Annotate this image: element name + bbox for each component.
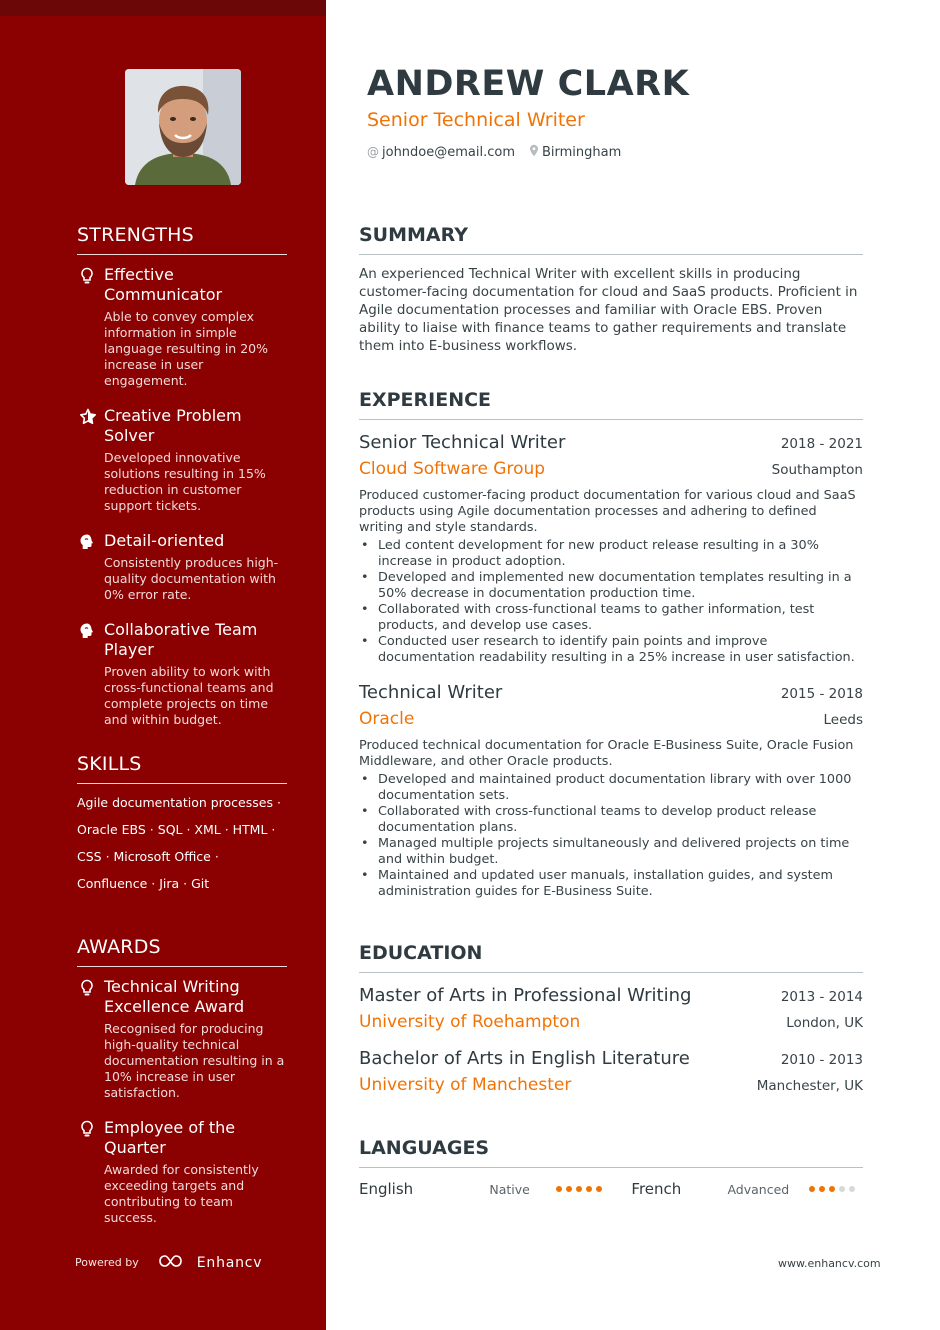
email[interactable]: johndoe@email.com xyxy=(382,144,515,160)
profile-photo xyxy=(125,69,241,185)
job-description: Produced technical documentation for Oracle E-Business Suite, Oracle Fusion Middleware, and other Oracle products. xyxy=(359,738,854,769)
education-dates: 2013 - 2014 xyxy=(780,989,863,1005)
footer-url[interactable]: www.enhancv.com xyxy=(778,1257,881,1270)
bullet-item: • Developed and implemented new documentation templates resulting in a 50% decrease in documentation production time. xyxy=(359,570,863,602)
strength-title: Detail-oriented xyxy=(104,531,225,550)
brand-name[interactable]: Enhancv xyxy=(196,1254,263,1271)
skill-row: Oracle EBS · SQL · XML · HTML · xyxy=(77,822,276,837)
job-company: Cloud Software Group xyxy=(359,459,546,479)
skill-row: Agile documentation processes · xyxy=(77,795,281,810)
strength-item xyxy=(77,531,287,603)
skills-section xyxy=(77,753,287,892)
powered-label: Powered by xyxy=(75,1256,139,1269)
job-dates: 2015 - 2018 xyxy=(780,686,863,702)
brain-icon xyxy=(79,622,95,640)
strength-desc: Proven ability to work with cross-functional teams and complete projects on time and within budget. xyxy=(104,664,274,727)
education-title: EDUCATION xyxy=(359,942,863,973)
summary-text: An experienced Technical Writer with excellent skills in producing customer-facing documentation for cloud and SaaS products. Proficient in Agile documentation processes and familiar with Oracle EBS. Proven ability to liaise with finance teams to gather requirements and translate them into E-business workflows. xyxy=(359,266,858,354)
candidate-role: Senior Technical Writer xyxy=(367,109,585,131)
school: University of Roehampton xyxy=(359,1012,581,1032)
strength-item xyxy=(77,265,287,389)
job-location: Southampton xyxy=(771,462,863,478)
rating-dot-filled xyxy=(576,1186,582,1192)
job-description: Produced customer-facing product documentation for various cloud and SaaS products using Agile documentation processes and adhering to defined writing and style standards. xyxy=(359,488,856,535)
job-entry xyxy=(359,432,863,666)
strengths-section xyxy=(77,224,287,728)
job-dates: 2018 - 2021 xyxy=(780,436,863,452)
skills-title: SKILLS xyxy=(77,753,287,784)
strength-title: Collaborative Team Player xyxy=(104,620,258,659)
summary-section xyxy=(359,224,863,355)
education-dates: 2010 - 2013 xyxy=(780,1052,863,1068)
experience-section xyxy=(359,389,863,900)
award-item xyxy=(77,1118,287,1226)
rating-dot-filled xyxy=(586,1186,592,1192)
strength-title: Creative Problem Solver xyxy=(104,406,242,445)
enhancv-logo-icon xyxy=(157,1253,189,1272)
lightbulb-icon xyxy=(79,1120,95,1138)
award-title: Employee of the Quarter xyxy=(104,1118,236,1157)
strength-item xyxy=(77,620,287,728)
rating-dot-filled xyxy=(819,1186,825,1192)
at-icon: @ xyxy=(367,145,379,159)
language-rating xyxy=(809,1186,863,1192)
language-level: Advanced xyxy=(727,1181,790,1197)
lightbulb-icon xyxy=(79,979,95,997)
bullet-item: • Managed multiple projects simultaneously and delivered projects on time and within budget. xyxy=(359,836,863,868)
sidebar-top-band xyxy=(0,0,326,16)
language-rating xyxy=(556,1186,610,1192)
languages-title: LANGUAGES xyxy=(359,1137,863,1168)
strengths-title: STRENGTHS xyxy=(77,224,287,255)
skill-row: CSS · Microsoft Office · xyxy=(77,849,219,864)
job-bullets xyxy=(359,538,863,666)
job-entry xyxy=(359,682,863,900)
language-name: French xyxy=(631,1180,682,1198)
job-title: Technical Writer xyxy=(359,682,503,703)
bullet-item: • Developed and maintained product documentation library with over 1000 documentation sets. xyxy=(359,772,863,804)
bullet-item: • Collaborated with cross-functional teams to develop product release documentation plans. xyxy=(359,804,863,836)
education-entry xyxy=(359,985,863,1032)
sidebar xyxy=(0,0,326,1330)
education-location: Manchester, UK xyxy=(756,1078,863,1094)
candidate-name: ANDREW CLARK xyxy=(367,64,690,104)
lightbulb-icon xyxy=(79,267,95,285)
education-location: London, UK xyxy=(786,1015,863,1031)
bullet-item: • Conducted user research to identify pain points and improve documentation readability resulting in a 25% increase in user satisfaction. xyxy=(359,634,863,666)
award-item xyxy=(77,977,287,1101)
languages-section xyxy=(359,1137,863,1198)
summary-title: SUMMARY xyxy=(359,224,863,255)
bullet-item: • Collaborated with cross-functional teams to gather information, test products, and develop use cases. xyxy=(359,602,863,634)
experience-title: EXPERIENCE xyxy=(359,389,863,420)
job-title: Senior Technical Writer xyxy=(359,432,566,453)
rating-dot-empty xyxy=(839,1186,845,1192)
rating-dot-filled xyxy=(829,1186,835,1192)
awards-section xyxy=(77,936,287,1226)
language-name: English xyxy=(359,1180,414,1198)
award-title: Technical Writing Excellence Award xyxy=(104,977,245,1016)
rating-dot-filled xyxy=(556,1186,562,1192)
strength-desc: Consistently produces high-quality documentation with 0% error rate. xyxy=(104,555,279,602)
contact-line xyxy=(367,144,621,160)
rating-dot-filled xyxy=(809,1186,815,1192)
degree: Bachelor of Arts in English Literature xyxy=(359,1048,690,1069)
job-bullets xyxy=(359,772,863,900)
strength-title: Effective Communicator xyxy=(104,265,223,304)
job-location: Leeds xyxy=(823,712,863,728)
skill-row: Confluence · Jira · Git xyxy=(77,876,210,891)
strength-desc: Able to convey complex information in simple language resulting in 20% increase in user engagement. xyxy=(104,309,268,388)
bullet-item: • Led content development for new product release resulting in a 30% increase in product adoption. xyxy=(359,538,863,570)
brain-icon xyxy=(79,533,95,551)
rating-dot-filled xyxy=(566,1186,572,1192)
language-level: Native xyxy=(489,1181,530,1197)
powered-by xyxy=(75,1253,262,1272)
location: Birmingham xyxy=(542,144,622,160)
bullet-item: • Maintained and updated user manuals, installation guides, and system administration guides for E-Business Suite. xyxy=(359,868,863,900)
award-desc: Awarded for consistently exceeding targets and contributing to team success. xyxy=(104,1162,259,1225)
star-icon xyxy=(79,408,95,426)
award-desc: Recognised for producing high-quality technical documentation resulting in a 10% increase in user satisfaction. xyxy=(104,1021,285,1100)
education-section xyxy=(359,942,863,1095)
strength-item xyxy=(77,406,287,514)
languages-row xyxy=(359,1180,863,1198)
strength-desc: Developed innovative solutions resulting in 15% reduction in customer support tickets. xyxy=(104,450,266,513)
education-entry xyxy=(359,1048,863,1095)
awards-title: AWARDS xyxy=(77,936,287,967)
rating-dot-filled xyxy=(596,1186,602,1192)
school: University of Manchester xyxy=(359,1075,572,1095)
degree: Master of Arts in Professional Writing xyxy=(359,985,692,1006)
rating-dot-empty xyxy=(849,1186,855,1192)
job-company: Oracle xyxy=(359,709,415,729)
location-pin-icon xyxy=(529,144,539,160)
